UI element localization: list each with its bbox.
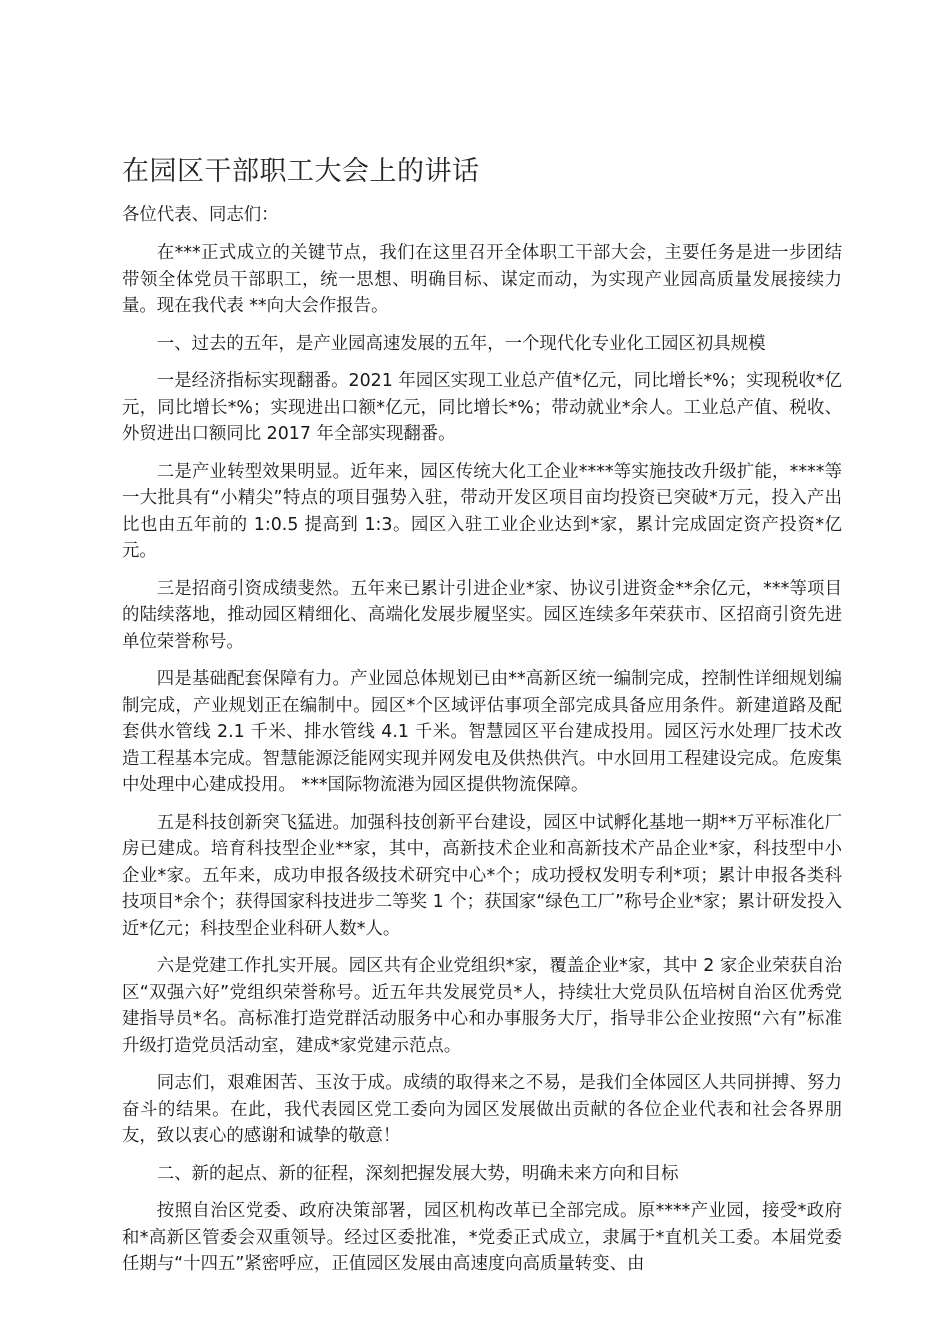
paragraph-investment: 三是招商引资成绩斐然。五年来已累计引进企业*家、协议引进资金**余亿元，***等项目的陆续落地，推动园区精细化、高端化发展步履坚实。园区连续多年荣获市、区招商引资先进单位荣誉称号。 xyxy=(122,578,842,652)
paragraph-reform: 按照自治区党委、政府决策部署，园区机构改革已全部完成。原****产业园，接受*政府和*高新区管委会双重领导。经过区委批准，*党委正式成立，隶属于*直机关工委。本届党委任期与“十四五”紧密呼应，正值园区发展由高速度向高质量转变、由 xyxy=(122,1201,842,1274)
paragraph-opening: 在***正式成立的关键节点，我们在这里召开全体职工干部大会，主要任务是进一步团结带领全体党员干部职工，统一思想、明确目标、谋定而动，为实现产业园高质量发展接续力量。现在我代表 **向大会作报告。 xyxy=(122,243,842,316)
paragraph-technology: 五是科技创新突飞猛进。加强科技创新平台建设，园区中试孵化基地一期**万平标准化厂房已建成。培育科技型企业**家，其中，高新技术企业和高新技术产品企业*家，科技型中小企业*家。五年来，成功申报各级技术研究中心*个；成功授权发明专利*项；累计申报各类科技项目*余个；获得国家科技进步二等奖 1 个；获国家“绿色工厂”称号企业*家；累计研发投入近*亿元；科技型企业科研人数*人。 xyxy=(122,812,842,939)
document-title: 在园区干部职工大会上的讲话 xyxy=(122,156,480,187)
paragraph-infrastructure: 四是基础配套保障有力。产业园总体规划已由**高新区统一编制完成，控制性详细规划编制完成，产业规划正在编制中。园区*个区域评估事项全部完成具备应用条件。新建道路及配套供水管线 2.1 千米、排水管线 4.1 千米。智慧园区平台建成投用。园区污水处理厂技术改造工程基本完成。智慧能源泛能网实现并网发电及供热供汽。中水回用工程建设完成。危废集中处理中心建成投用。 ***国际物流港为园区提供物流保障。 xyxy=(122,669,842,795)
paragraph-industry: 二是产业转型效果明显。近年来，园区传统大化工企业****等实施技改升级扩能，****等一大批具有“小精尖”特点的项目强势入驻，带动开发区项目亩均投资已突破*万元，投入产出比也由五年前的 1:0.5 提高到 1:3。园区入驻工业企业达到*家，累计完成固定资产投资*亿元。 xyxy=(122,461,842,561)
section-heading-2: 二、新的起点、新的征程，深刻把握发展大势，明确未来方向和目标 xyxy=(156,1163,679,1184)
document-page xyxy=(122,150,842,1289)
paragraph-economy: 一是经济指标实现翻番。2021 年园区实现工业总产值*亿元，同比增长*%；实现税收*亿元，同比增长*%；实现进出口额*亿元，同比增长*%；带动就业*余人。工业总产值、税收、外贸进出口额同比 2017 年全部实现翻番。 xyxy=(122,371,842,444)
salutation: 各位代表、同志们： xyxy=(122,205,279,225)
paragraph-thanks: 同志们，艰难困苦、玉汝于成。成绩的取得来之不易，是我们全体园区人共同拼搏、努力奋斗的结果。在此，我代表园区党工委向为园区发展做出贡献的各位企业代表和社会各界朋友，致以衷心的感谢和诚挚的敬意！ xyxy=(122,1073,842,1146)
section-heading-1: 一、过去的五年，是产业园高速发展的五年，一个现代化专业化工园区初具规模 xyxy=(156,333,766,354)
paragraph-party-building: 六是党建工作扎实开展。园区共有企业党组织*家，覆盖企业*家，其中 2 家企业荣获自治区“双强六好”党组织荣誉称号。近五年共发展党员*人，持续壮大党员队伍培树自治区优秀党建指导员*名。高标准打造党群活动服务中心和办事服务大厅，指导非公企业按照“六有”标准升级打造党员活动室，建成*家党建示范点。 xyxy=(122,956,842,1056)
